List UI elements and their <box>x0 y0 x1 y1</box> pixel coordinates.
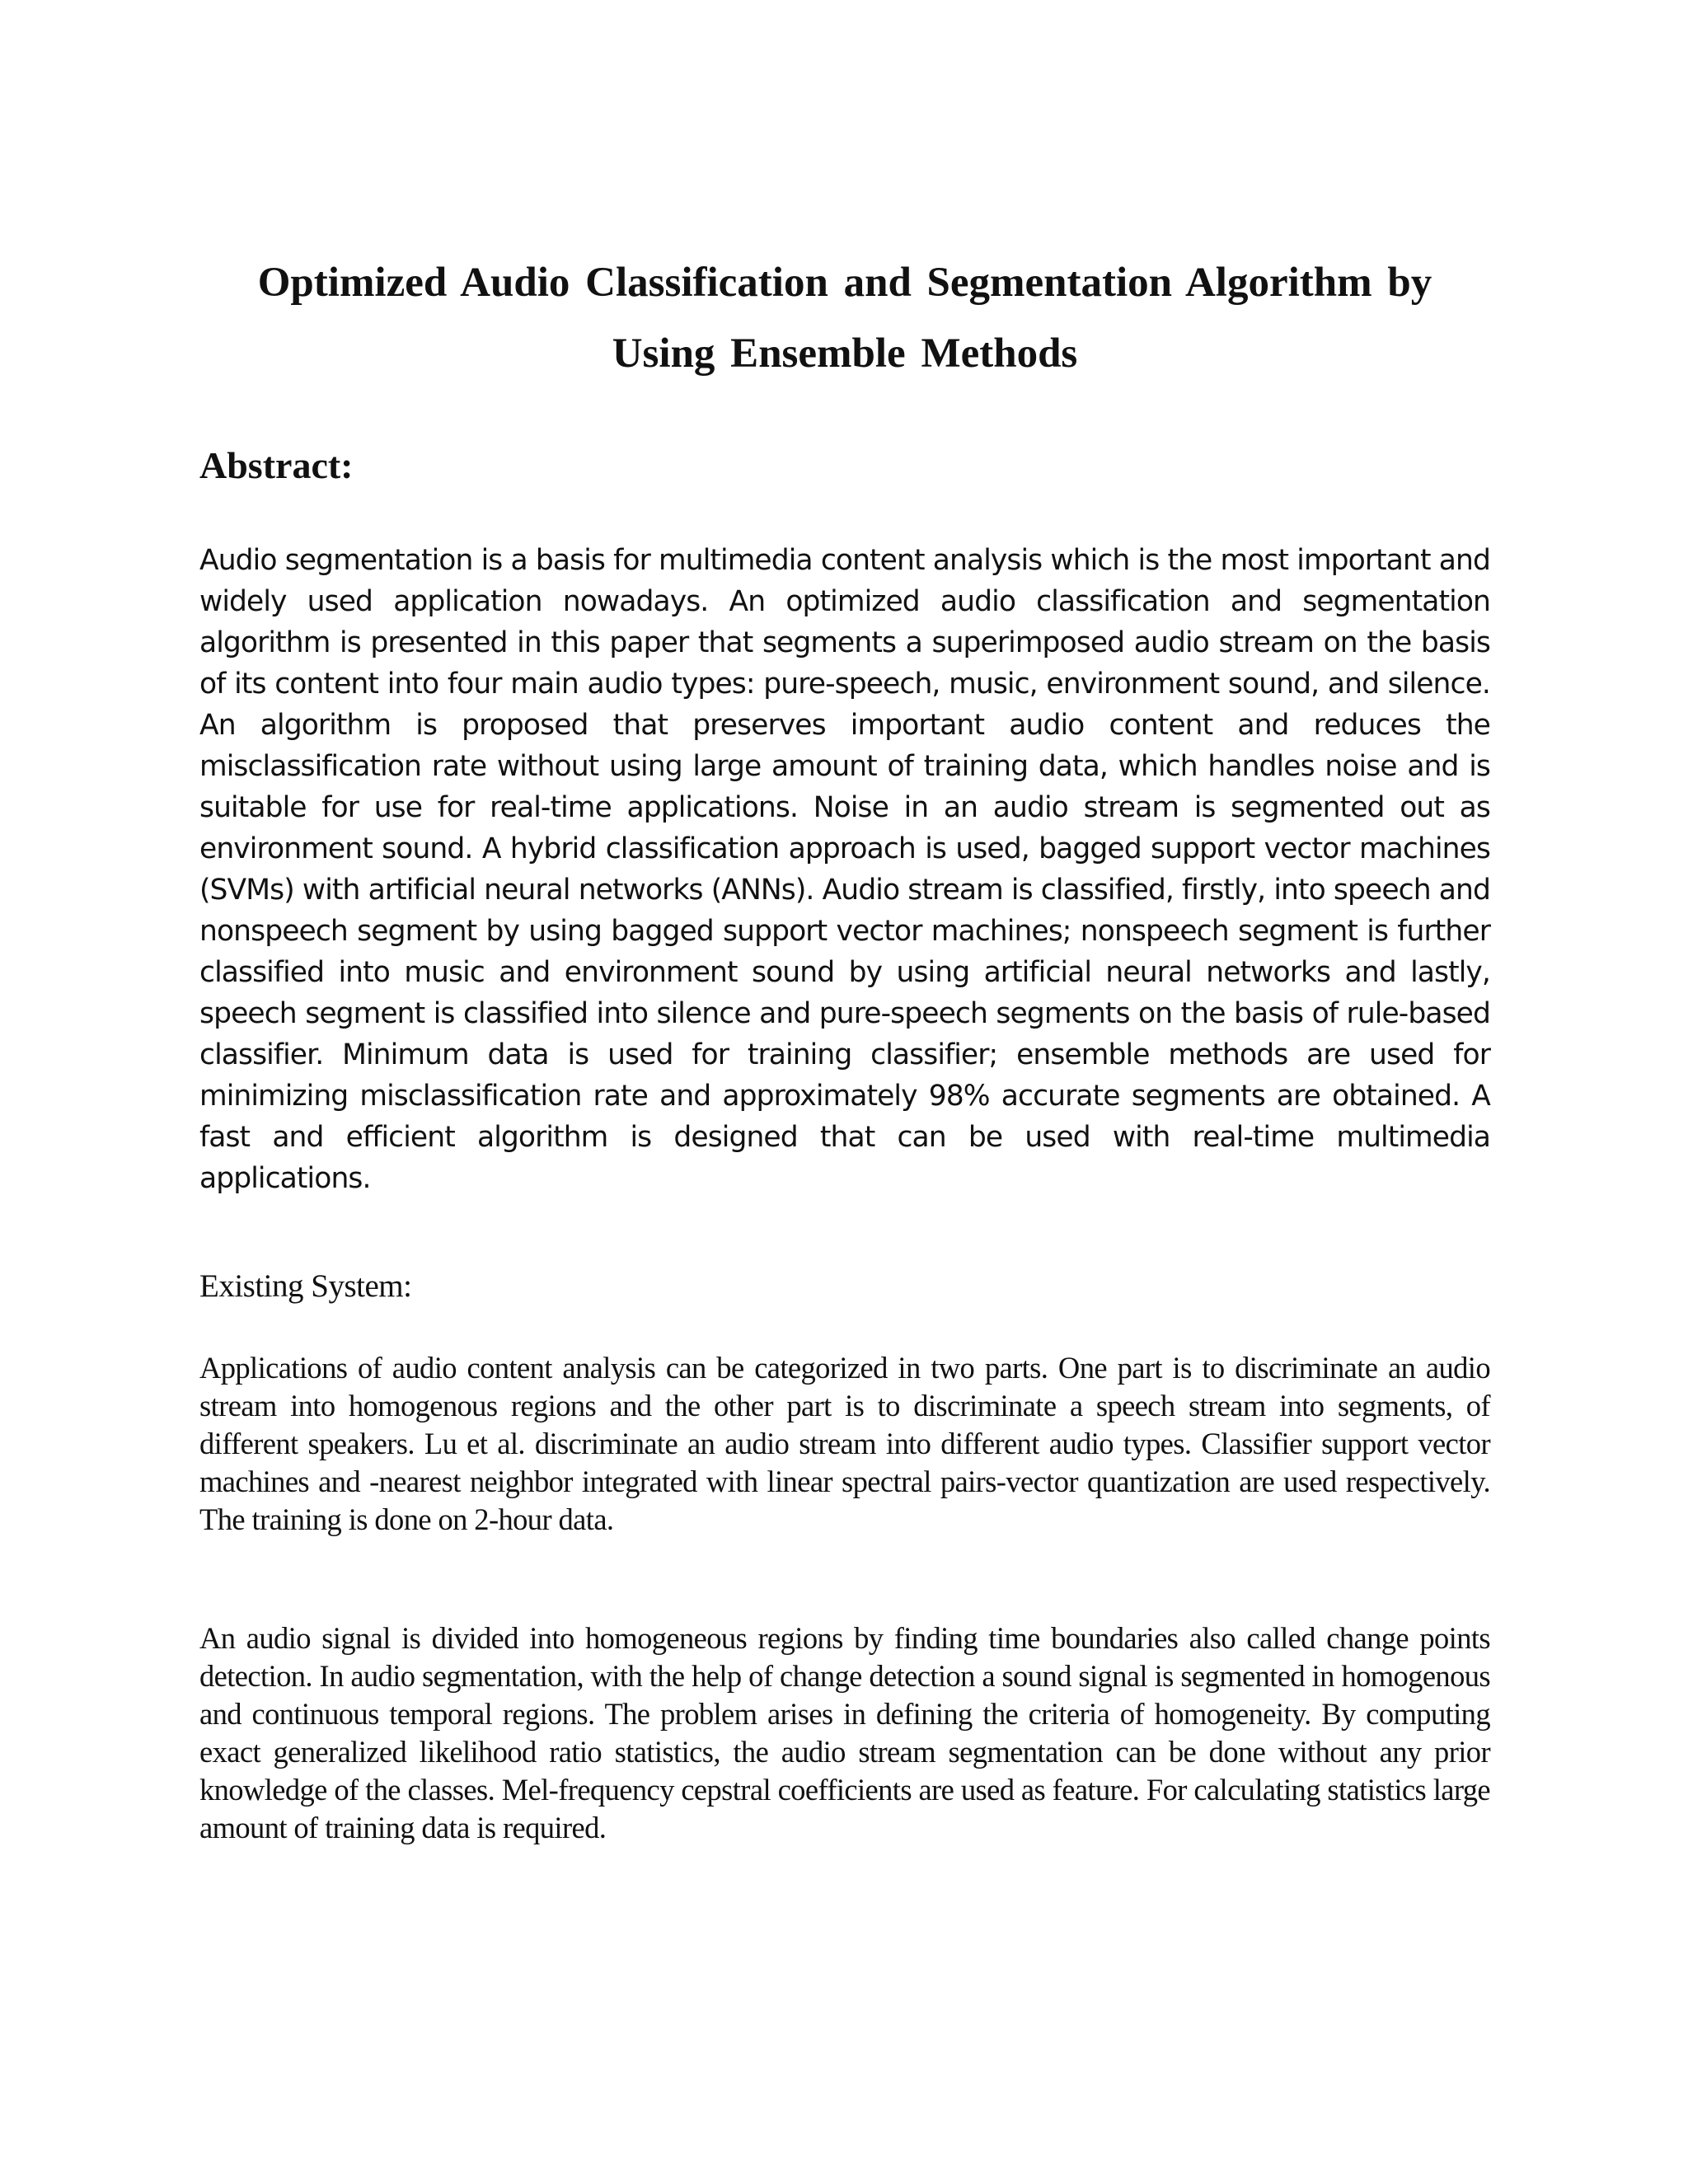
paper-title: Optimized Audio Classification and Segmentation Algorithm by Using Ensemble Methods <box>257 260 1432 377</box>
abstract-heading: Abstract: <box>199 444 354 486</box>
existing-system-paragraph-1: Applications of audio content analysis can be categorized in two parts. One part is to discriminate an audio stream into homogenous regions and the other part is to discriminate a speech stream into segments, of different speakers. Lu et al. discriminate an audio stream into different audio types. Classifier support vector machines and -nearest neighbor integrated with linear spectral pairs-vector quantization are used respectively. The training is done on 2-hour data. <box>199 1351 1490 1536</box>
existing-system-paragraph-2: An audio signal is divided into homogeneous regions by finding time boundaries also called change points detection. In audio segmentation, with the help of change detection a sound signal is segmented in homogenous and continuous temporal regions. The problem arises in defining the criteria of homogeneity. By computing exact generalized likelihood ratio statistics, the audio stream segmentation can be done without any prior knowledge of the classes. Mel-frequency cepstral coefficients are used as feature. For calculating statistics large amount of training data is required. <box>199 1621 1490 1844</box>
existing-system-heading: Existing System: <box>199 1268 412 1304</box>
abstract-text: Audio segmentation is a basis for multimedia content analysis which is the most important and widely used application nowadays. An optimized audio classification and segmentation algorithm is presented in this paper that segments a superimposed audio stream on the basis of its content into four main audio types: pure-speech, music, environment sound, and silence. An algorithm is proposed that preserves important audio content and reduces the misclassification rate without using large amount of training data, which handles noise and is suitable for use for real-time applications. Noise in an audio stream is segmented out as environment sound. A hybrid classification approach is used, bagged support vector machines (SVMs) with artificial neural networks (ANNs). Audio stream is classified, firstly, into speech and nonspeech segment by using bagged support vector machines; nonspeech segment is further classified into music and environment sound by using artificial neural networks and lastly, speech segment is classified into silence and pure-speech segments on the basis of rule-based classifier. Minimum data is used for training classifier; ensemble methods are used for minimizing misclassification rate and approximately 98% accurate segments are obtained. A fast and efficient algorithm is designed that can be used with real-time multimedia applications. <box>199 544 1490 1195</box>
